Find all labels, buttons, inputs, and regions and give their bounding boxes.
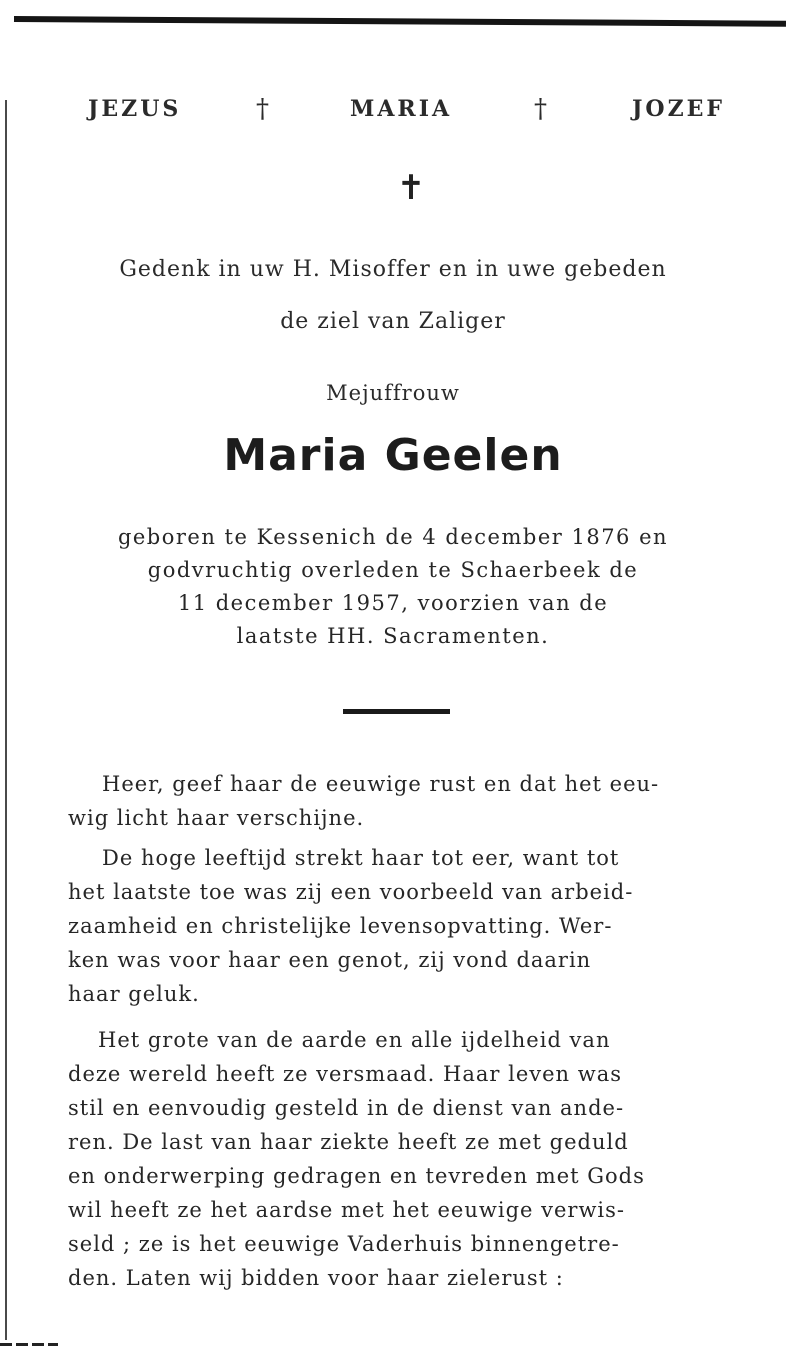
prayer-line: zaamheid en christelijke levensopvatting. Wer- <box>68 914 613 938</box>
prayer-line: stil en eenvoudig gesteld in de dienst van ande- <box>68 1096 625 1120</box>
intro-line-2: de ziel van Zaliger <box>280 309 506 334</box>
prayer-paragraph-1 <box>68 767 716 835</box>
birth-death-line: laatste HH. Sacramenten. <box>236 624 550 648</box>
prayer-line: den. Laten wij bidden voor haar zielerust : <box>68 1266 564 1290</box>
top-border-rule <box>14 16 786 27</box>
cross-icon: † <box>534 94 547 124</box>
holy-name-maria: MARIA <box>350 96 453 122</box>
prayer-line: deze wereld heeft ze versmaad. Haar leven was <box>68 1062 623 1086</box>
prayer-line: het laatste toe was zij een voorbeeld van arbeid- <box>68 880 634 904</box>
prayer-line: haar geluk. <box>68 982 200 1006</box>
birth-death-line: 11 december 1957, voorzien van de <box>177 591 609 615</box>
prayer-line: en onderwerping gedragen en tevreden met Gods <box>68 1164 645 1188</box>
bottom-left-dash <box>0 1343 58 1346</box>
holy-names-row <box>0 96 786 136</box>
cross-icon: † <box>256 94 269 124</box>
prayer-line: wil heeft ze het aardse met het eeuwige verwis- <box>68 1198 626 1222</box>
prayer-line: Het grote van de aarde en alle ijdelheid van <box>98 1028 611 1052</box>
holy-name-jozef: JOZEF <box>632 96 726 122</box>
birth-death-line: geboren te Kessenich de 4 december 1876 en <box>117 525 669 549</box>
deceased-title: Mejuffrouw <box>326 381 460 405</box>
prayer-paragraph-3 <box>68 1023 716 1295</box>
birth-death-line: godvruchtig overleden te Schaerbeek de <box>147 558 639 582</box>
left-card-edge <box>5 100 7 1340</box>
prayer-line: seld ; ze is het eeuwige Vaderhuis binnengetre- <box>68 1232 620 1256</box>
intro-line-1: Gedenk in uw H. Misoffer en in uwe gebeden <box>119 257 667 282</box>
prayer-line: Heer, geef haar de eeuwige rust en dat het eeu- <box>102 772 660 796</box>
prayer-line: De hoge leeftijd strekt haar tot eer, want tot <box>102 846 620 870</box>
prayer-line: wig licht haar verschijne. <box>68 806 365 830</box>
deceased-name: Maria Geelen <box>223 430 563 481</box>
prayer-line: ren. De last van haar ziekte heeft ze met geduld <box>68 1130 629 1154</box>
center-cross-icon: ✝ <box>396 168 426 208</box>
holy-name-jezus: JEZUS <box>88 96 182 122</box>
prayer-paragraph-2 <box>68 841 716 1011</box>
section-divider <box>343 709 450 714</box>
birth-death-block <box>0 521 786 653</box>
prayer-line: ken was voor haar een genot, zij vond daarin <box>68 948 592 972</box>
